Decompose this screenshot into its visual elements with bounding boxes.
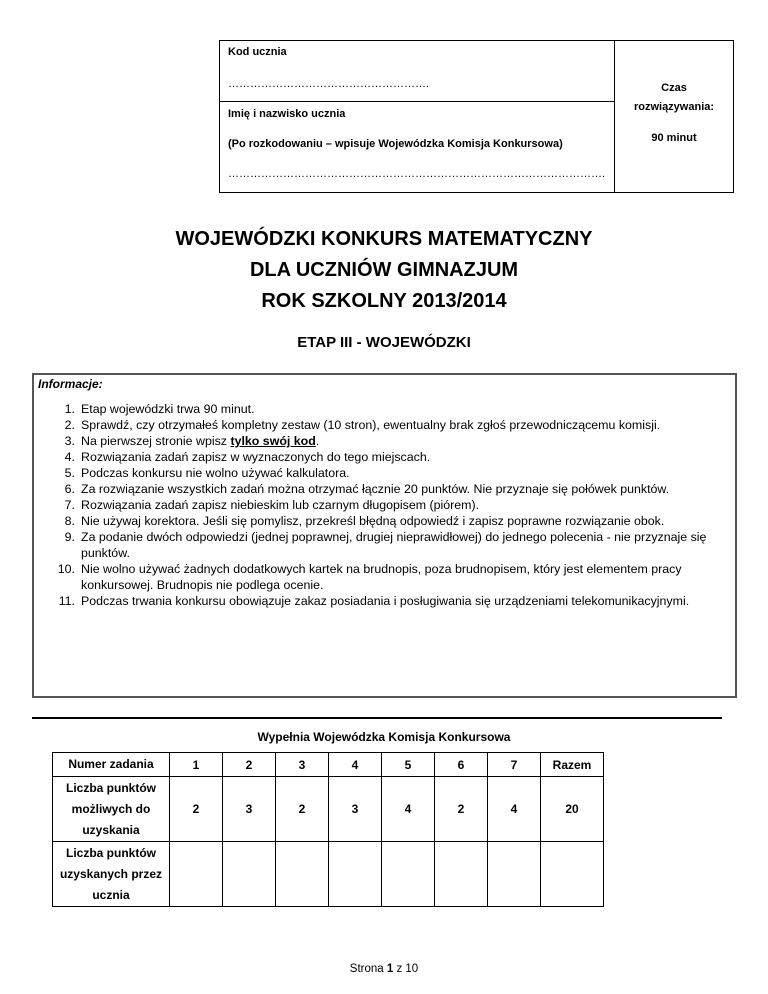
time-label-line1: Czas xyxy=(661,82,687,94)
page-footer xyxy=(0,963,768,975)
item-text: Nie wolno używać żadnych dodatkowych kartek na brudnopis, poza brudnopisem, który jest elementem pracy konkursowej. Brudnopis nie podlega ocenie. xyxy=(81,562,682,592)
time-value: 90 minut xyxy=(651,132,697,144)
item-text: Podczas trwania konkursu obowiązuje zakaz posiadania i posługiwania się urządzeniami telekomunikacyjnymi. xyxy=(81,594,690,608)
earned-points-cell[interactable] xyxy=(223,842,276,907)
item-text: Za podanie dwóch odpowiedzi (jednej poprawnej, drugiej nieprawidłowej) do jednego polecenia - nie przyznaje się punktów. xyxy=(81,530,707,560)
item-text xyxy=(81,433,726,449)
list-item xyxy=(42,481,726,497)
list-item xyxy=(42,593,726,609)
earned-points-cell[interactable] xyxy=(170,842,223,907)
list-item xyxy=(42,465,726,481)
info-label: Informacje: xyxy=(38,377,103,391)
item-text: Podczas konkursu nie wolno używać kalkulatora. xyxy=(81,466,350,480)
item-text: Etap wojewódzki trwa 90 minut. xyxy=(81,402,255,416)
max-points-cell: 2 xyxy=(170,777,223,842)
time-label-line2: rozwiązywania: xyxy=(633,101,715,113)
item-number: 4. xyxy=(64,450,75,464)
max-total-cell: 20 xyxy=(541,777,604,842)
list-item xyxy=(42,561,726,593)
task-number-cell: 5 xyxy=(382,753,435,777)
item-text: Rozwiązania zadań zapisz niebieskim lub czarnym długopisem (piórem). xyxy=(81,498,480,512)
list-item xyxy=(42,417,726,433)
item-number: 10. xyxy=(57,562,75,576)
task-number-cell: 2 xyxy=(223,753,276,777)
table-row xyxy=(53,753,604,777)
max-points-cell: 4 xyxy=(488,777,541,842)
list-item xyxy=(42,497,726,513)
max-points-cell: 3 xyxy=(329,777,382,842)
earned-points-cell[interactable] xyxy=(276,842,329,907)
item-number: 7. xyxy=(64,498,75,512)
list-item xyxy=(42,449,726,465)
item-number: 8. xyxy=(64,514,75,528)
item-number: 3. xyxy=(64,434,75,448)
item-number: 11. xyxy=(58,594,75,608)
list-item xyxy=(42,433,726,449)
contest-title xyxy=(0,224,768,317)
section-divider xyxy=(32,717,722,719)
table-row xyxy=(53,842,604,907)
max-points-cell: 2 xyxy=(435,777,488,842)
header-box xyxy=(219,40,734,193)
row-label-max-points: Liczba punktów możliwych do uzyskania xyxy=(53,777,170,842)
scoring-table xyxy=(52,752,604,907)
student-info-cell xyxy=(220,41,615,192)
item-text: Za rozwiązanie wszystkich zadań można otrzymać łącznie 20 punktów. Nie przyznaje się połówek punktów. xyxy=(81,482,670,496)
item-text: Rozwiązania zadań zapisz w wyznaczonych do tego miejscach. xyxy=(81,450,431,464)
title-line-3: ROK SZKOLNY 2013/2014 xyxy=(261,290,507,312)
list-item xyxy=(42,401,726,417)
item-text-post: . xyxy=(315,434,320,448)
max-points-cell: 4 xyxy=(382,777,435,842)
task-number-cell: 1 xyxy=(170,753,223,777)
earned-points-cell[interactable] xyxy=(488,842,541,907)
row-label-earned-points: Liczba punktów uzyskanych przez ucznia xyxy=(53,842,170,907)
item-number: 5. xyxy=(64,466,75,480)
time-cell xyxy=(615,41,733,192)
student-name-label: Imię i nazwisko ucznia xyxy=(228,108,346,120)
max-points-cell: 2 xyxy=(276,777,329,842)
earned-points-cell[interactable] xyxy=(435,842,488,907)
student-code-label: Kod ucznia xyxy=(228,46,287,58)
item-text: Sprawdź, czy otrzymałeś kompletny zestaw (10 stron), ewentualny brak zgłoś przewodniczącemu komisji. xyxy=(81,418,661,432)
earned-total-cell[interactable] xyxy=(541,842,604,907)
decoding-note: (Po rozkodowaniu – wpisuje Wojewódzka Komisja Konkursowa) xyxy=(228,138,563,150)
student-name-field[interactable]: …………………………………………………………………………………………. xyxy=(228,168,606,180)
page-label: Strona xyxy=(349,963,387,975)
row-label-task-number: Numer zadania xyxy=(53,753,170,777)
earned-points-cell[interactable] xyxy=(329,842,382,907)
item-number: 2. xyxy=(64,418,75,432)
task-number-cell: 7 xyxy=(488,753,541,777)
item-number: 6. xyxy=(64,482,75,496)
page-total: z 10 xyxy=(393,963,419,975)
page-number: 1 xyxy=(386,963,394,975)
title-line-1: WOJEWÓDZKI KONKURS MATEMATYCZNY xyxy=(175,228,593,250)
title-line-2: DLA UCZNIÓW GIMNAZJUM xyxy=(249,259,519,281)
info-box xyxy=(32,373,737,698)
info-list xyxy=(42,401,726,609)
task-number-cell: 4 xyxy=(329,753,382,777)
table-row xyxy=(53,777,604,842)
item-text: Nie używaj korektora. Jeśli się pomylisz, przekreśl błędną odpowiedź i zapisz poprawne rozwiązanie obok. xyxy=(81,514,665,528)
item-number: 9. xyxy=(64,530,75,544)
list-item xyxy=(42,513,726,529)
stage-heading: ETAP III - WOJEWÓDZKI xyxy=(297,334,471,351)
item-text-emphasis: tylko swój kod xyxy=(230,434,316,448)
item-number: 1. xyxy=(64,402,75,416)
task-number-cell: 3 xyxy=(276,753,329,777)
total-header-cell: Razem xyxy=(541,753,604,777)
task-number-cell: 6 xyxy=(435,753,488,777)
header-divider xyxy=(220,101,614,102)
scoring-title: Wypełnia Wojewódzka Komisja Konkursowa xyxy=(257,730,511,744)
list-item xyxy=(42,529,726,561)
student-code-field[interactable]: ………………………………………………. xyxy=(228,78,430,90)
earned-points-cell[interactable] xyxy=(382,842,435,907)
max-points-cell: 3 xyxy=(223,777,276,842)
item-text-pre: Na pierwszej stronie wpisz xyxy=(81,434,231,448)
